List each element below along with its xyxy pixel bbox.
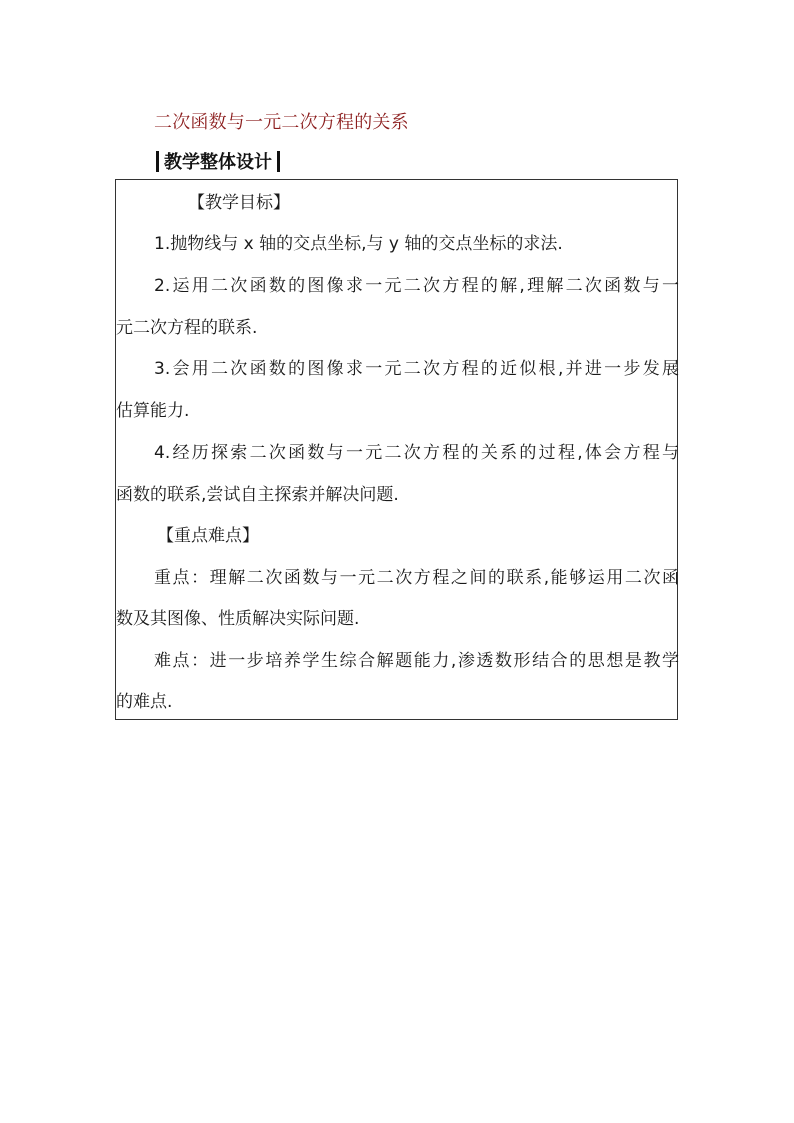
difficulty-line-2: 的难点.	[116, 692, 173, 712]
goal-4-line-2: 函数的联系,尝试自主探索并解决问题.	[116, 485, 399, 505]
key-point-line-1: 重点：理解二次函数与一元二次方程之间的联系,能够运用二次函	[154, 568, 679, 588]
goal-2-line-1: 2.运用二次函数的图像求一元二次方程的解,理解二次函数与一	[154, 276, 679, 296]
goals-header: 【教学目标】	[188, 193, 290, 213]
section-heading-label: 教学整体设计	[164, 152, 272, 173]
goal-4-line-1: 4.经历探索二次函数与一元二次方程的关系的过程,体会方程与	[154, 443, 679, 463]
document-title: 二次函数与一元二次方程的关系	[154, 112, 409, 133]
keypoints-header: 【重点难点】	[157, 526, 259, 546]
teaching-design-box	[115, 179, 678, 720]
difficulty-line-1: 难点：进一步培养学生综合解题能力,渗透数形结合的思想是教学	[154, 651, 679, 671]
goal-3-line-1: 3.会用二次函数的图像求一元二次方程的近似根,并进一步发展	[154, 359, 679, 379]
goal-3-line-2: 估算能力.	[116, 401, 190, 421]
heading-bar-left	[156, 151, 159, 172]
goal-2-line-2: 元二次方程的联系.	[116, 318, 258, 338]
heading-bar-right	[277, 151, 280, 172]
goal-1: 1.抛物线与 x 轴的交点坐标,与 y 轴的交点坐标的求法.	[154, 234, 563, 254]
section-heading	[156, 148, 280, 174]
key-point-line-2: 数及其图像、性质解决实际问题.	[116, 609, 360, 629]
